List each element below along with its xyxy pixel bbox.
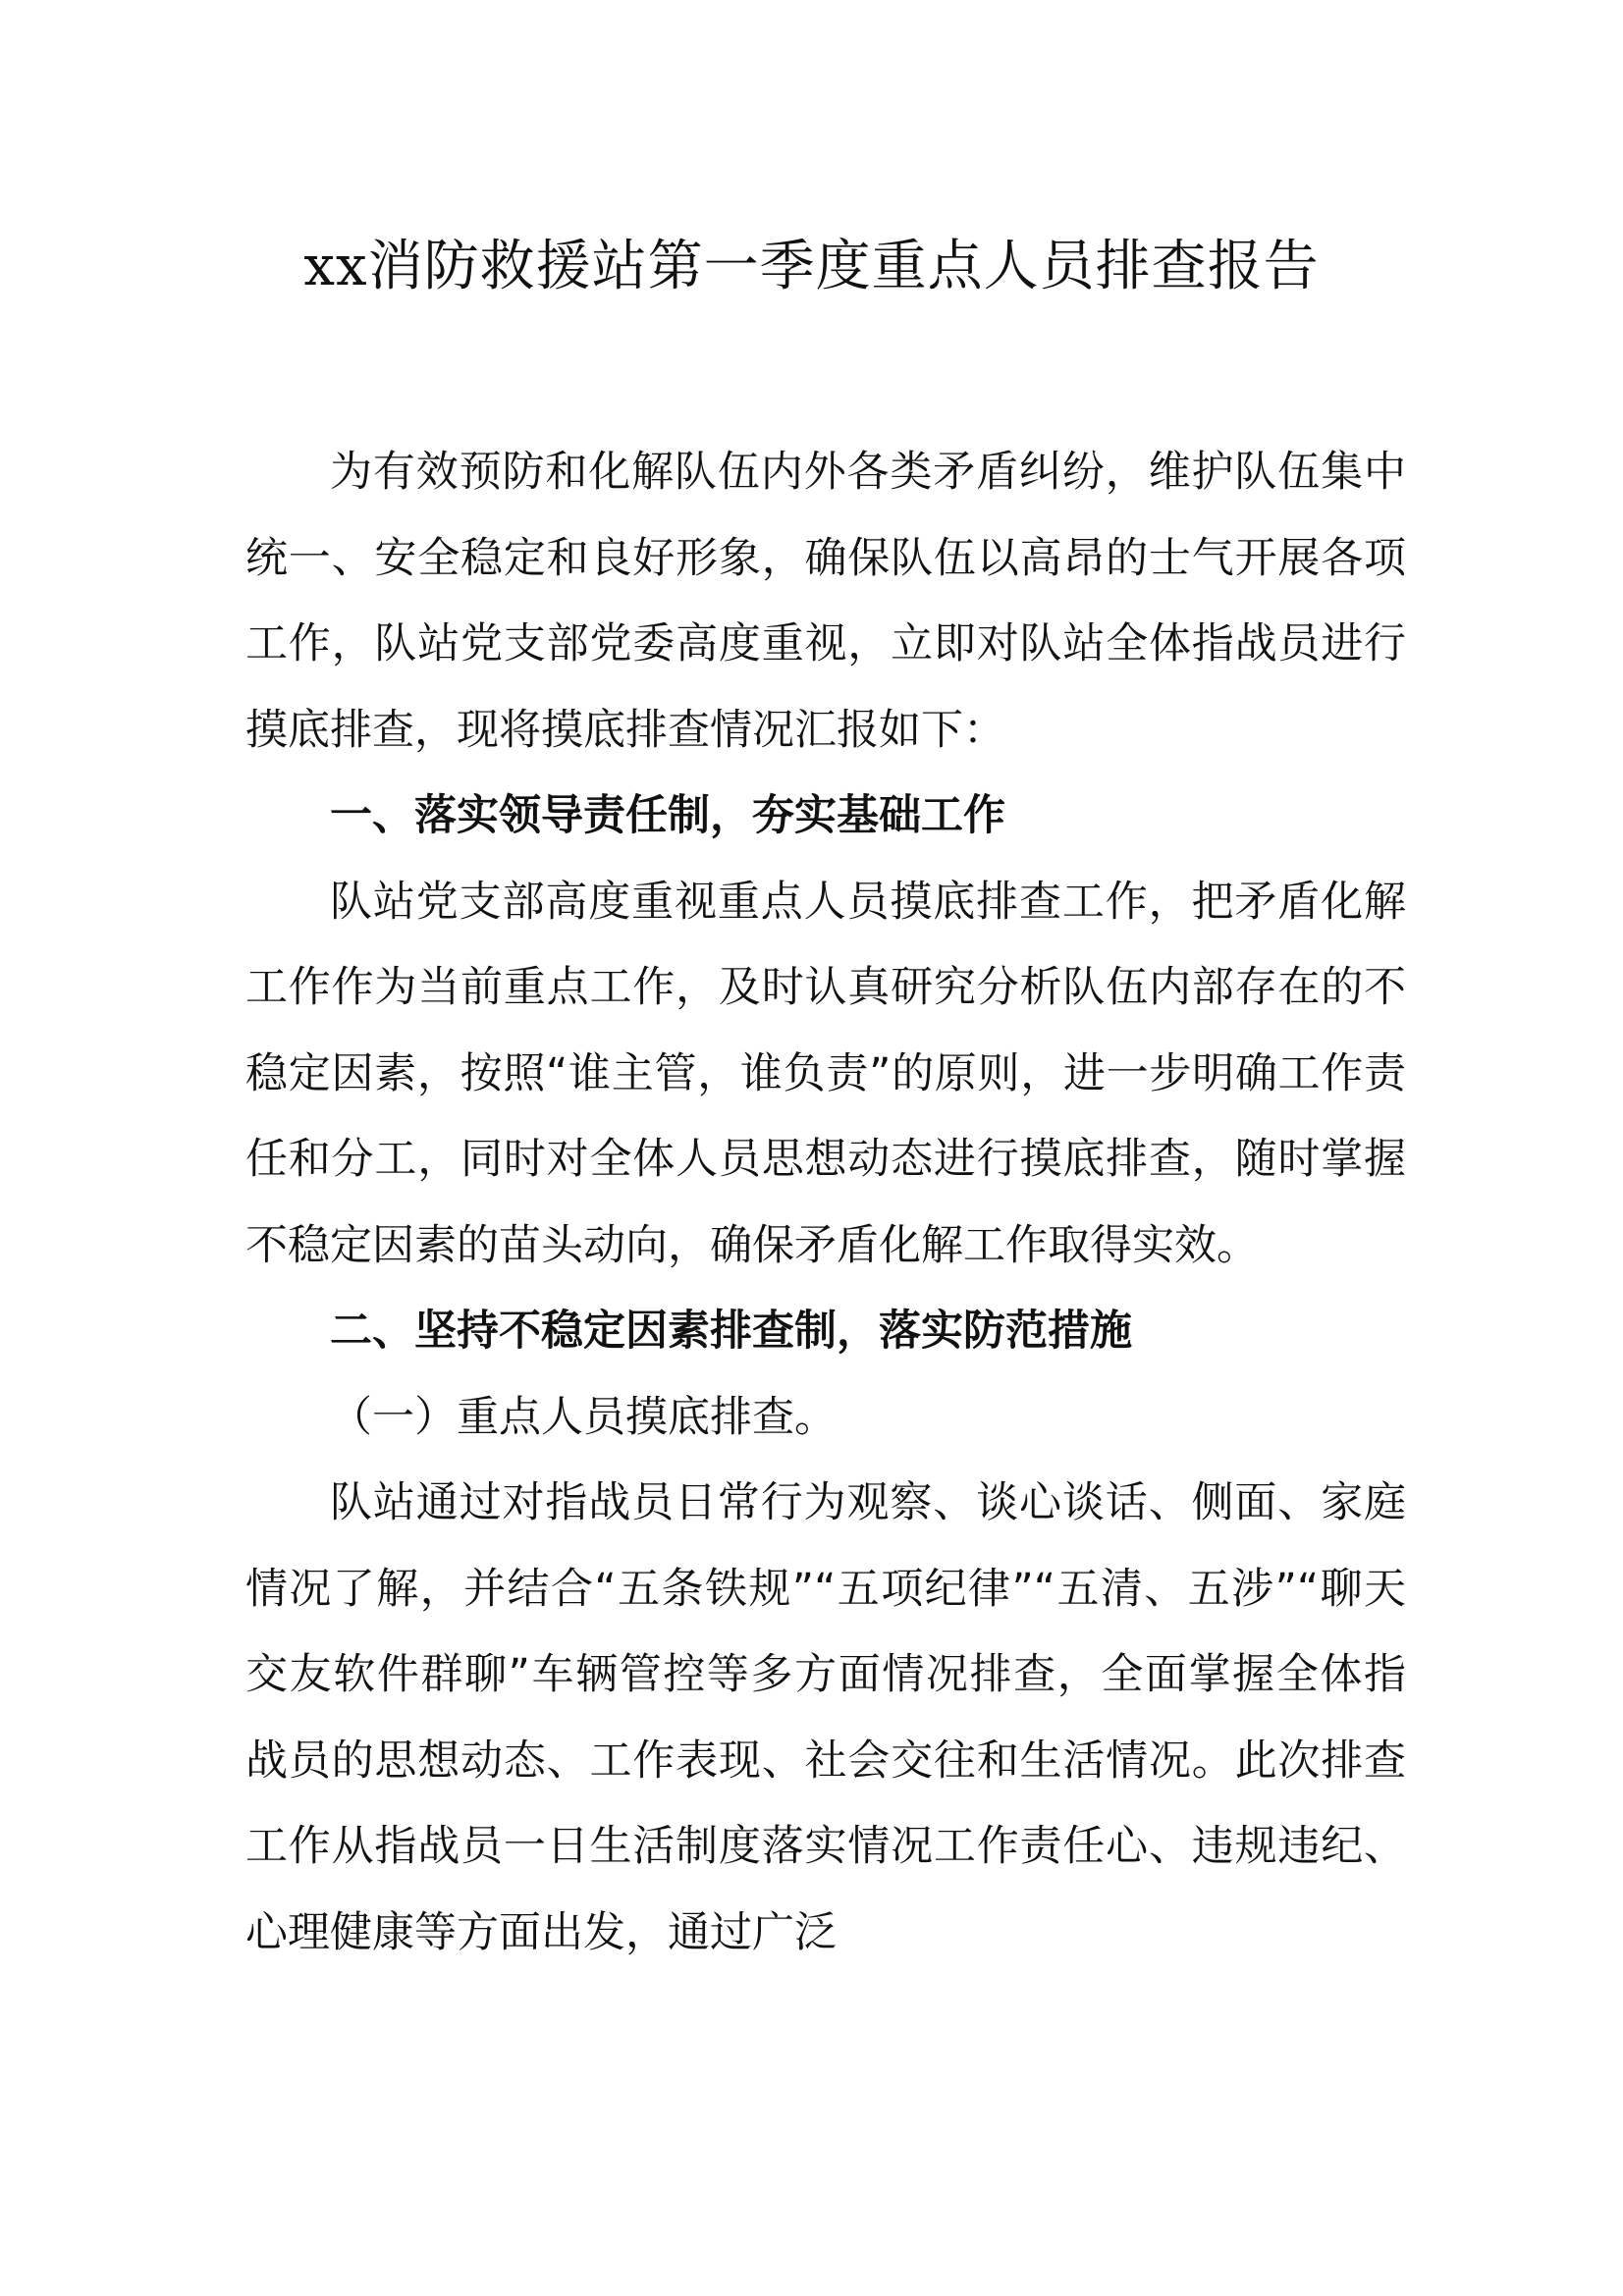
document-title: xx消防救援站第一季度重点人员排查报告: [303, 235, 1320, 298]
section-heading-1: 一、落实领导责任制，夯实基础工作: [330, 791, 1005, 840]
subsection-1-paragraph: 队站通过对指战员日常行为观察、谈心谈话、侧面、家庭情况了解，并结合“五条铁规”“五项纪律”“五清、五涉”“聊天交友软件群聊”车辆管控等多方面情况排查，全面掌握全体指战员的思想动态、工作表现、社会交往和生活情况。此次排查工作从指战员一日生活制度落实情况工作责任心、违规违纪、心理健康等方面出发，通过广泛: [245, 1478, 1406, 1957]
section-heading-2: 二、坚持不稳定因素排查制，落实防范措施: [330, 1307, 1132, 1356]
intro-paragraph: 为有效预防和化解队伍内外各类矛盾纠纷，维护队伍集中统一、安全稳定和良好形象，确保队伍以高昂的士气开展各项工作，队站党支部党委高度重视，立即对队站全体指战员进行摸底排查，现将摸底排查情况汇报如下：: [245, 448, 1406, 755]
section-1-paragraph: 队站党支部高度重视重点人员摸底排查工作，把矛盾化解工作作为当前重点工作，及时认真研究分析队伍内部存在的不稳定因素，按照“谁主管，谁负责”的原则，进一步明确工作责任和分工，同时对全体人员思想动态进行摸底排查，随时掌握不稳定因素的苗头动向，确保矛盾化解工作取得实效。: [245, 877, 1406, 1270]
subsection-heading-1: （一）重点人员摸底排查。: [330, 1392, 837, 1442]
document-body: [245, 430, 1406, 1976]
